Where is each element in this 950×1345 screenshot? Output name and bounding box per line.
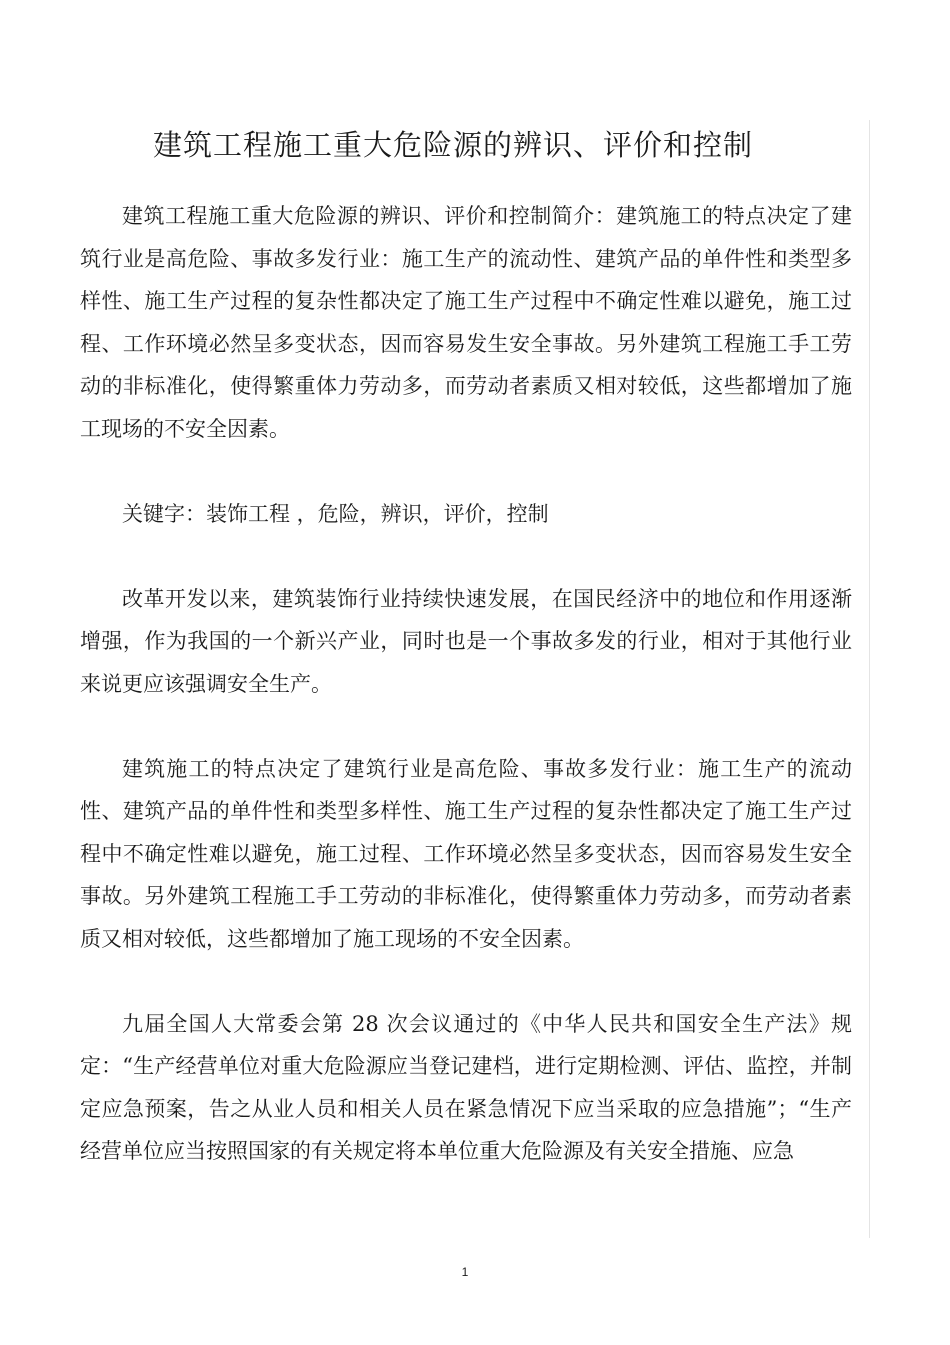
body-paragraph-development: 改革开发以来，建筑装饰行业持续快速发展，在国民经济中的地位和作用逐渐增强，作为我国的一个新兴产业，同时也是一个事故多发的行业，相对于其他行业来说更应该强调安全生产。 <box>80 586 852 696</box>
page-number: 1 <box>461 1265 469 1279</box>
keywords-line: 关键字：装饰工程 ，危险，辨识，评价，控制 <box>122 501 549 526</box>
body-paragraph-safety-law: 九届全国人大常委会第 28 次会议通过的《中华人民共和国安全生产法》规定：“生产经营单位对重大危险源应当登记建档，进行定期检测、评估、监控，并制定应急预案，告之从业人员和相关人员在紧急情况下应当采取的应急措施”；“生产经营单位应当按照国家的有关规定将本单位重大危险源及有关安全措施、应急 <box>80 1011 852 1163</box>
document-title: 建筑工程施工重大危险源的辨识、评价和控制 <box>152 128 753 162</box>
body-paragraph-characteristics: 建筑施工的特点决定了建筑行业是高危险、事故多发行业：施工生产的流动性、建筑产品的单件性和类型多样性、施工生产过程的复杂性都决定了施工生产过程中不确定性难以避免，施工过程、工作环境必然呈多变状态，因而容易发生安全事故。另外建筑工程施工手工劳动的非标准化，使得繁重体力劳动多，而劳动者素质又相对较低，这些都增加了施工现场的不安全因素。 <box>80 756 852 951</box>
intro-paragraph: 建筑工程施工重大危险源的辨识、评价和控制简介：建筑施工的特点决定了建筑行业是高危险、事故多发行业：施工生产的流动性、建筑产品的单件性和类型多样性、施工生产过程的复杂性都决定了施工生产过程中不确定性难以避免，施工过程、工作环境必然呈多变状态，因而容易发生安全事故。另外建筑工程施工手工劳动的非标准化，使得繁重体力劳动多，而劳动者素质又相对较低，这些都增加了施工现场的不安全因素。 <box>80 204 852 441</box>
document-body <box>80 195 852 1215</box>
page-edge-rule <box>869 120 870 1238</box>
